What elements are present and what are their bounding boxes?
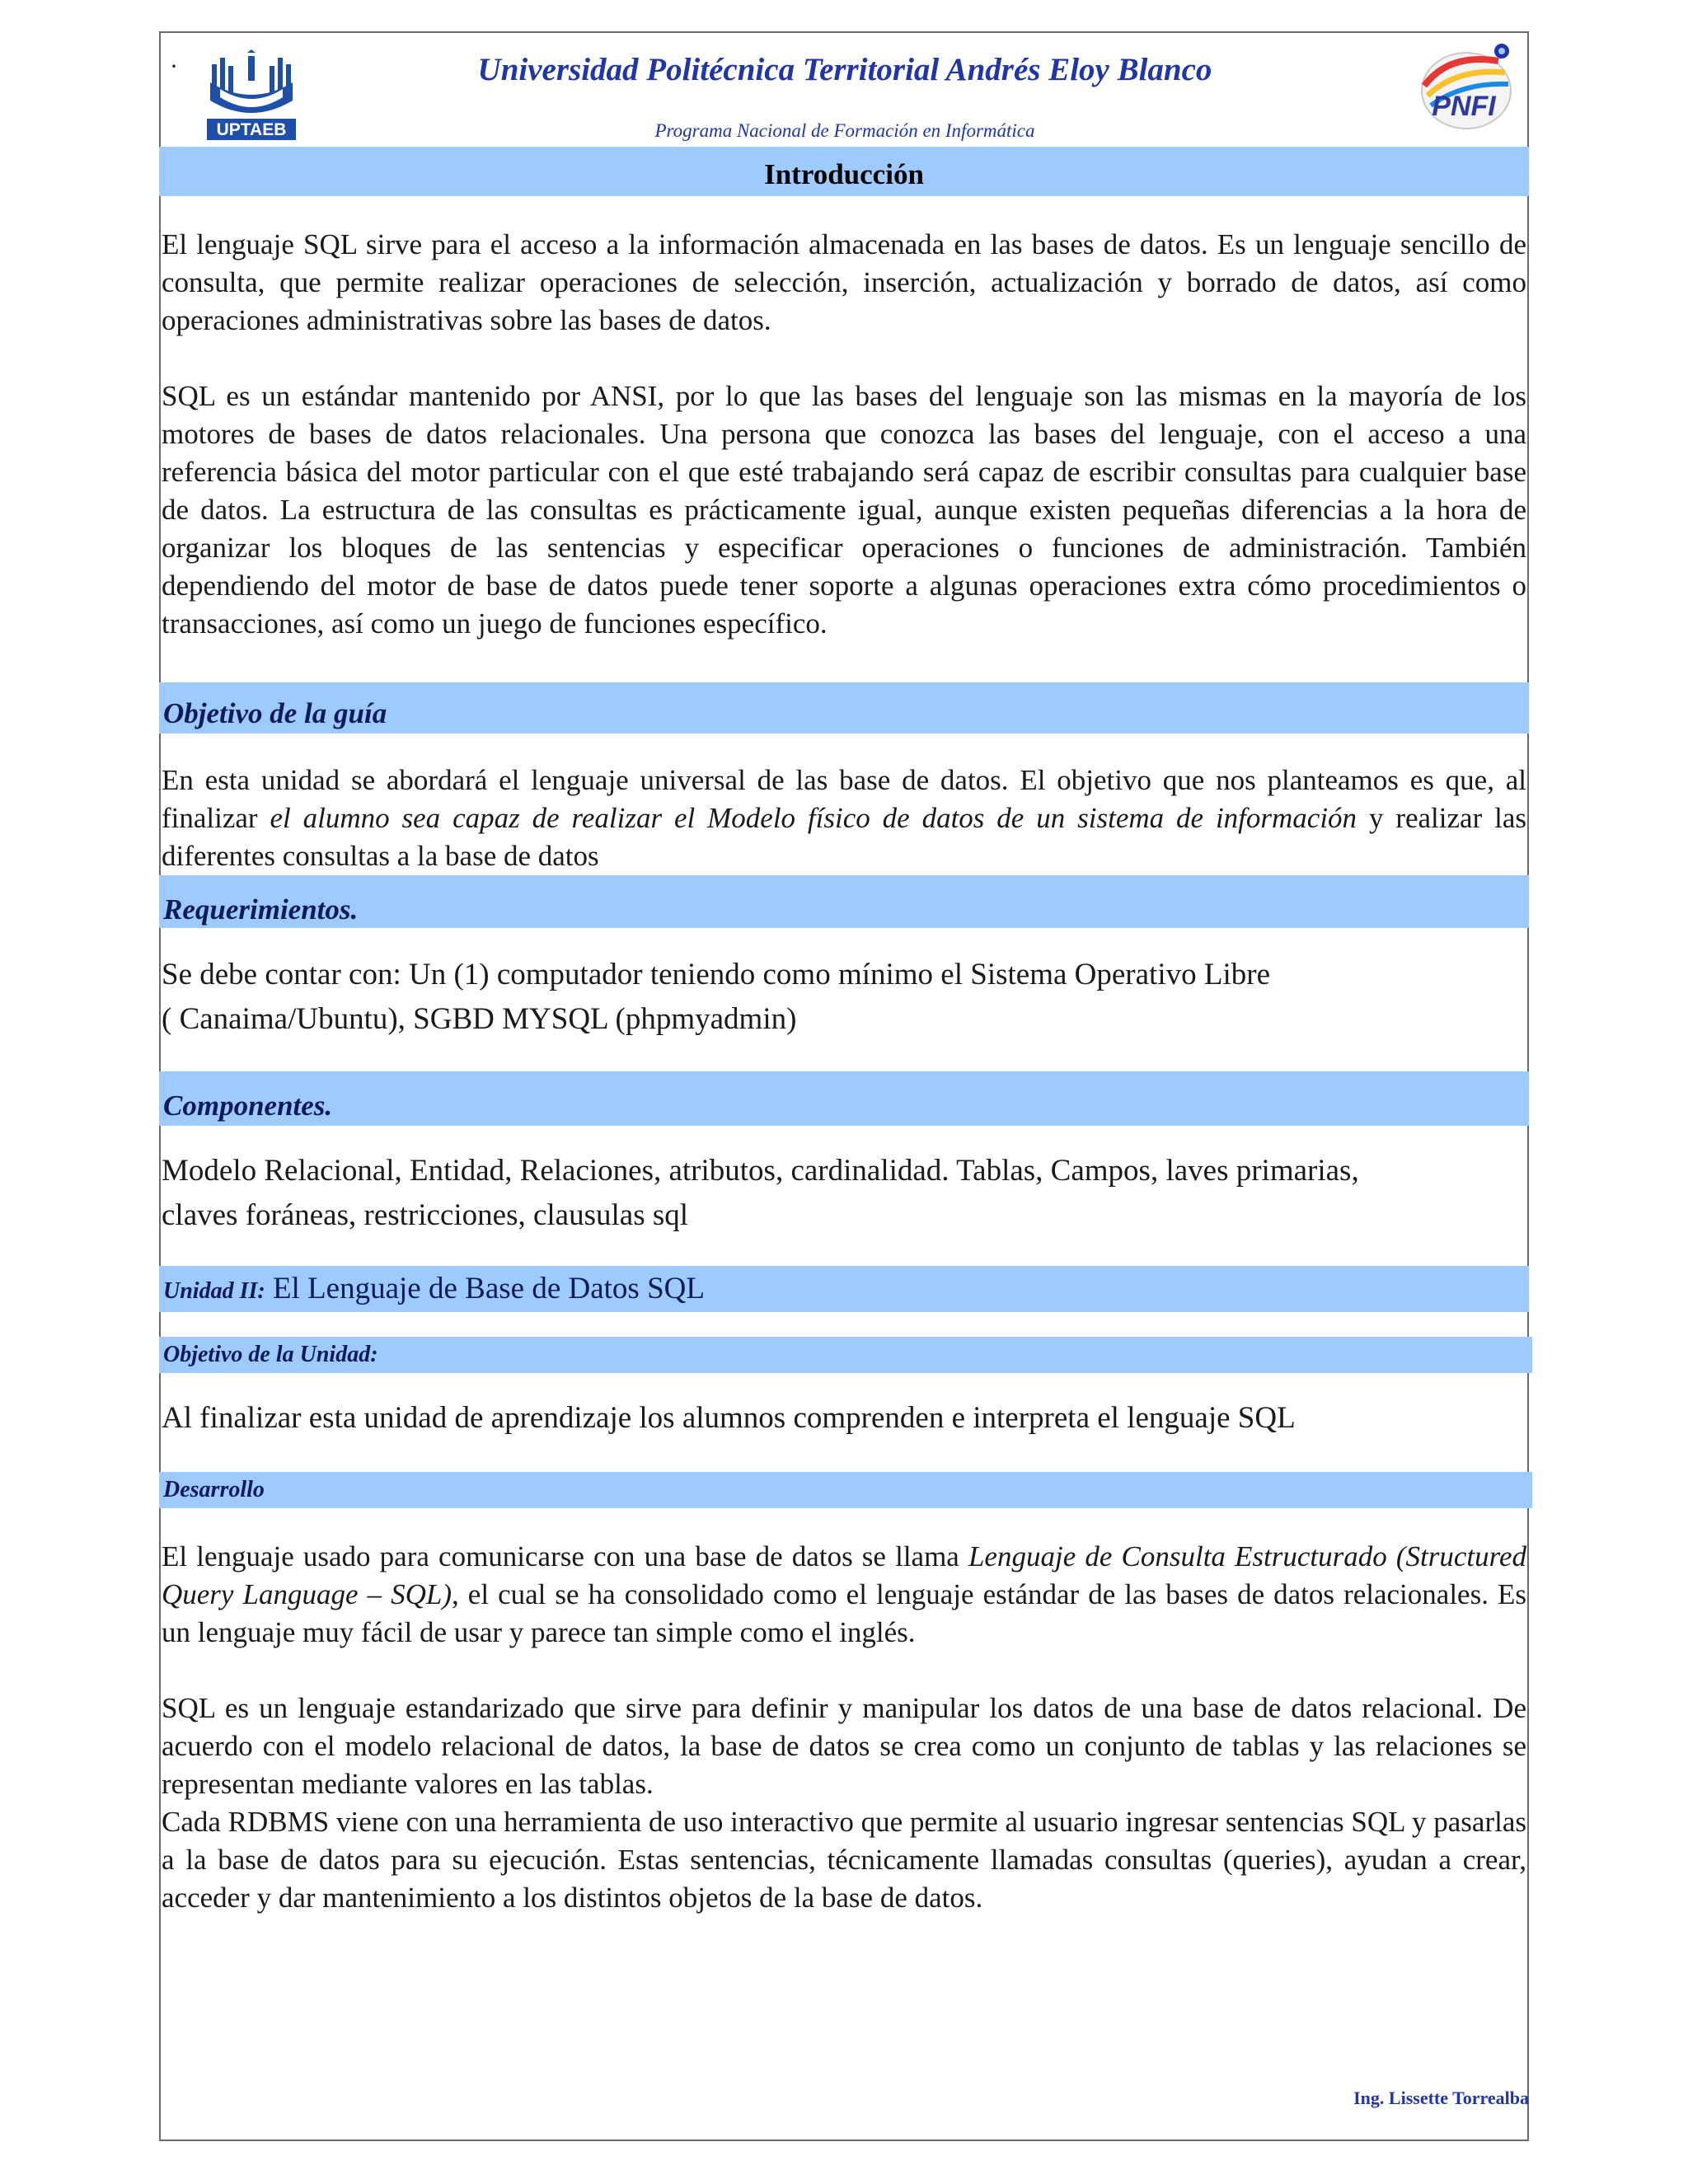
objetivo-unidad-band [159,1337,1532,1373]
intro-band [159,147,1529,196]
requerimientos-line-2: ( Canaima/Ubuntu), SGBD MYSQL (phpmyadmin) [162,1002,797,1036]
unidad-heading [163,1271,705,1306]
objetivo-heading: Objetivo de la guía [163,697,387,729]
objetivo-unidad-text: Al finalizar esta unidad de aprendizaje los alumnos comprenden e interpreta el lenguaje SQL [162,1401,1296,1435]
svg-text:PNFI: PNFI [1432,91,1496,122]
componentes-line-2: claves foráneas, restricciones, clausulas sql [162,1198,689,1232]
desarrollo-paragraph-2: SQL es un lenguaje estandarizado que sirve para definir y manipular los datos de una base de datos relacional. De acuerdo con el modelo relacional de datos, la base de datos se crea como un conjunto de tablas y las relaciones se representan mediante valores en las tablas. [162,1692,1526,1800]
desarrollo-p1-italic: Lenguaje de Consulta Estructurado (Structured Query Language – SQL) [162,1540,1527,1610]
svg-text:UPTAEB: UPTAEB [216,120,287,139]
desarrollo-heading: Desarrollo [163,1477,265,1502]
unidad-band [159,1266,1529,1312]
intro-paragraph-1: El lenguaje SQL sirve para el acceso a la información almacenada en las bases de datos. Es un lenguaje sencillo de consulta, que permite realizar operaciones de selección, inserción, actualización y borrado de datos, así como operaciones administrativas sobre las bases de datos. [162,228,1526,336]
componentes-band [159,1071,1529,1126]
uptaeb-logo [202,49,301,142]
unidad-title: El Lenguaje de Base de Datos SQL [265,1272,705,1305]
desarrollo-paragraph-3: Cada RDBMS viene con una herramienta de uso interactivo que permite al usuario ingresar sentencias SQL y pasarlas a la base de datos para su ejecución. Estas sentencias, técnicamente llamadas consultas (queries), ayudan a crear, acceder y dar mantenimiento a los distintos objetos de la base de datos. [162,1806,1526,1914]
objetivo-paragraph [162,762,1526,875]
requerimientos-band [159,875,1529,928]
requerimientos-line-1: Se debe contar con: Un (1) computador teniendo como mínimo el Sistema Operativo Libre [162,958,1270,991]
intro-title: Introducción [764,158,924,190]
desarrollo-p1-a: El lenguaje usado para comunicarse con una base de datos se llama [162,1540,968,1572]
desarrollo-paragraph-1 [162,1538,1526,1652]
objetivo-band [159,682,1529,733]
unidad-label: Unidad II: [163,1278,265,1304]
objetivo-text-italic: el alumno sea capaz de realizar el Modelo físico de datos de un sistema de información [270,802,1357,834]
desarrollo-band [159,1472,1532,1508]
componentes-line-1: Modelo Relacional, Entidad, Relaciones, atributos, cardinalidad. Tablas, Campos, laves primarias, [162,1154,1359,1188]
intro-paragraph-2: SQL es un estándar mantenido por ANSI, por lo que las bases del lenguaje son las mismas en la mayoría de los motores de bases de datos relacionales. Una persona que conozca las bases del lenguaje, con el acceso a una referencia básica del motor particular con el que esté trabajando será capaz de escribir consultas para cualquier base de datos. La estructura de las consultas es prácticamente igual, aunque existen pequeñas diferencias a la hora de organizar los bloques de las sentencias y especificar operaciones o funciones de administración. También dependiendo del motor de base de datos puede tener soporte a algunas operaciones extra cómo procedimientos o transacciones, así como un juego de funciones específico. [162,380,1526,640]
university-title: Universidad Politécnica Territorial Andrés Eloy Blanco [477,52,1212,87]
desarrollo-p1-b: , el cual se ha consolidado como el lenguaje estándar de las bases de datos relacionales. Es un lenguaje muy fácil de usar y parece tan simple como el inglés. [162,1578,1526,1648]
program-subtitle: Programa Nacional de Formación en Informática [654,120,1035,141]
objetivo-text-b: y realizar las diferentes consultas a la base de datos [162,802,1526,872]
footer-author: Ing. Lissette Torrealba [1353,2088,1529,2108]
header-dot: · [170,53,178,80]
objetivo-text-a: En esta unidad se abordará el lenguaje universal de las base de datos. El objetivo que nos planteamos es que, al finalizar [162,764,1526,834]
pnfi-logo [1416,36,1517,137]
objetivo-unidad-heading: Objetivo de la Unidad: [163,1342,378,1367]
componentes-heading: Componentes. [163,1090,333,1122]
requerimientos-heading: Requerimientos. [163,893,359,926]
